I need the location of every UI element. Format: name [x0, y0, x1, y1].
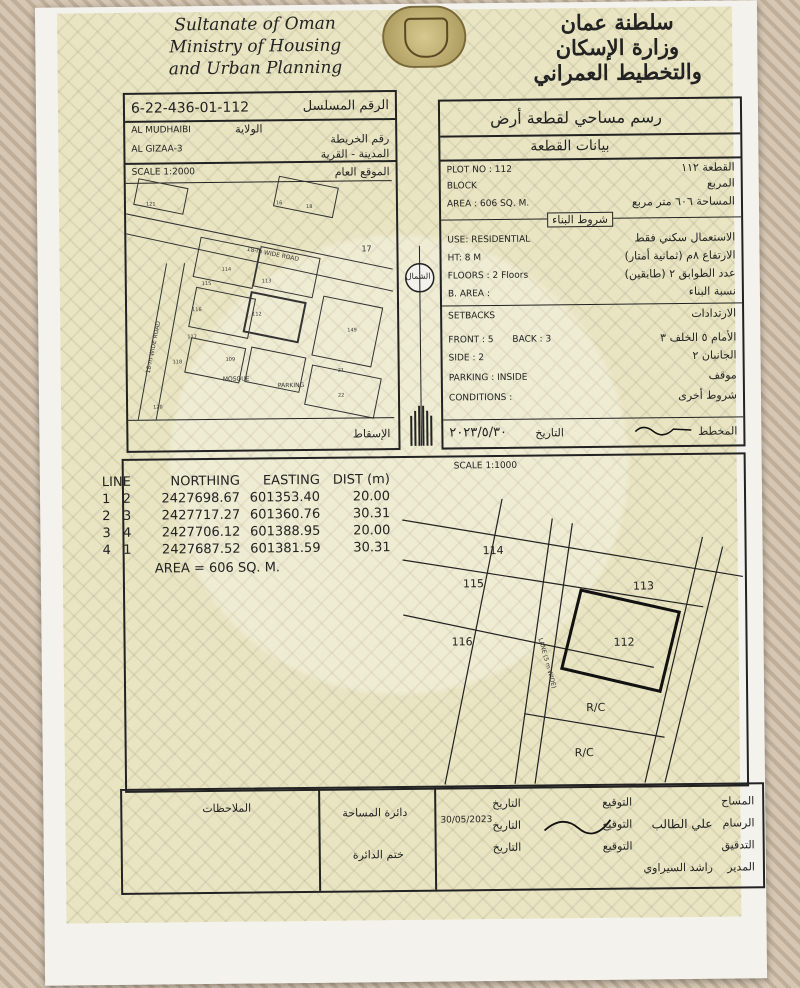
ministry-emblem-icon — [382, 5, 467, 68]
plot-ar: القطعة ١١٢ — [681, 160, 735, 175]
plot-no-label: PLOT NO : — [446, 165, 492, 176]
signed-date: 30/05/2023 — [440, 815, 493, 826]
block — [274, 176, 339, 217]
plot-no-row — [447, 165, 512, 176]
survey-department-label: دائرة المساحة — [342, 805, 408, 820]
distance: 20.00 — [352, 489, 391, 505]
serial-number: 6-22-436-01-112 — [130, 99, 250, 117]
wilayat-label: الولاية — [235, 122, 263, 136]
line-to: 4 — [123, 525, 132, 541]
northing: 2427687.52 — [161, 541, 241, 558]
divider — [443, 416, 743, 420]
divider — [434, 788, 437, 890]
plot-label: 117 — [187, 334, 197, 341]
date-label: التاريخ — [492, 818, 522, 833]
header-arabic — [512, 9, 723, 86]
floors: FLOORS : 2 Floors — [447, 270, 529, 282]
northing: 2427698.67 — [161, 490, 241, 507]
divider — [126, 160, 396, 165]
location-scale: SCALE 1:2000 — [131, 167, 196, 178]
road-label-side: 18-m WIDE ROAD — [144, 320, 163, 375]
header-ar-line3: والتخطيط العمراني — [533, 58, 702, 86]
plot-label: 118 — [172, 359, 183, 366]
line-to: 1 — [123, 542, 132, 558]
detail-scale: SCALE 1:1000 — [453, 460, 518, 472]
distance: 30.31 — [353, 540, 391, 556]
parking-ar: موقف — [708, 368, 737, 382]
floors-ar: عدد الطوابق ٢ (طابقين) — [624, 266, 736, 281]
front: FRONT : 5 — [448, 335, 494, 346]
survey-form — [57, 7, 756, 924]
header-easting: EASTING — [262, 472, 320, 489]
front-back-ar: الأمام ٥ الخلف ٣ — [660, 330, 737, 345]
plot-label: 149 — [347, 327, 357, 334]
date-label: التاريخ — [535, 426, 565, 440]
north-label: الشمال — [405, 271, 431, 281]
plot-label: 18 — [305, 203, 313, 210]
easting: 601353.40 — [249, 489, 321, 506]
setbacks: SETBACKS — [448, 311, 496, 322]
draftsman-label: الرسام — [722, 816, 755, 830]
easting: 601381.59 — [250, 540, 321, 557]
director-name: راشد السيراوي — [643, 860, 714, 875]
lane-line — [512, 518, 555, 783]
side-ar: الجانبان ٢ — [692, 348, 737, 362]
coordinates-table — [102, 472, 391, 577]
plot-label: 120 — [153, 404, 163, 411]
date-value: ٢٠٢٣/٥/٣٠ — [449, 424, 508, 441]
plot-number: 115 — [462, 577, 485, 591]
area-value: 606 SQ. M. — [479, 198, 530, 210]
area-label: AREA : — [446, 199, 478, 210]
header-en-line1: Sultanate of Oman — [174, 13, 336, 36]
city: AL GIZAA-3 — [131, 144, 183, 155]
header-en-line2: Ministry of Housing — [169, 35, 342, 58]
plot-label: 22 — [337, 392, 345, 399]
parking-label: PARKING — [277, 382, 305, 390]
plot-number: 114 — [482, 543, 504, 558]
line-from: 4 — [102, 543, 111, 559]
signature-label: التوقيع — [602, 817, 633, 831]
building-area-ar: نسبة البناء — [688, 284, 736, 298]
plot-number: 116 — [451, 635, 473, 649]
lane-line — [532, 523, 575, 783]
conditions: CONDITIONS : — [448, 392, 513, 404]
use-ar: الاستعمال سكني فقط — [634, 230, 736, 245]
line-from: 2 — [102, 509, 111, 525]
map-number-label: رقم الخريطة — [330, 132, 390, 146]
projection-label: الإسقاط — [352, 427, 391, 441]
block-ar: المربع — [706, 176, 735, 190]
line-from: 3 — [102, 526, 111, 542]
plot-label: 21 — [337, 367, 345, 374]
line-to: 2 — [122, 491, 132, 507]
coords-row — [103, 540, 391, 560]
plot-label: 113 — [261, 278, 272, 285]
general-location-label: الموقع العام — [334, 165, 390, 179]
document-paper — [35, 0, 767, 986]
director-label: المدير — [727, 860, 756, 874]
department-seal-label: ختم الدائرة — [352, 847, 404, 862]
header-ar-line2: وزارة الإسكان — [555, 34, 680, 61]
plot-number: R/C — [586, 700, 606, 715]
building-area: B. AREA : — [447, 289, 491, 300]
block-label: BLOCK — [446, 181, 477, 192]
header-ar-line1: سلطنة عمان — [560, 9, 674, 36]
back: BACK : 3 — [512, 334, 552, 345]
plot-label: 16 — [275, 200, 283, 207]
area-total: AREA = 606 SQ. M. — [154, 560, 281, 577]
plot-number-labels — [146, 199, 373, 410]
location-map — [126, 181, 394, 420]
distance: 20.00 — [353, 523, 391, 539]
mosque-label: MOSQUE — [222, 375, 250, 383]
planner-signature-icon — [633, 421, 693, 438]
plot-data-subtitle: بيانات القطعة — [530, 137, 610, 155]
plot-data-box — [438, 96, 746, 449]
city-label: المدينة - القرية — [320, 147, 390, 161]
checker-label: التدقيق — [721, 838, 755, 852]
plot-number-highlighted: 112 — [613, 635, 635, 649]
parking: PARKING : INSIDE — [448, 372, 528, 384]
area-ar: المساحة ٦٠٦ متر مربع — [631, 194, 736, 209]
line-from: 1 — [101, 492, 111, 508]
divider — [318, 789, 321, 891]
easting: 601360.76 — [249, 506, 321, 523]
draftsman-name: علي الطالب — [651, 816, 713, 832]
build-conditions-label: شروط البناء — [547, 212, 613, 228]
date-label: التاريخ — [492, 796, 521, 811]
block — [134, 179, 188, 214]
plot-label: 109 — [225, 356, 236, 363]
boundary-line — [524, 712, 664, 738]
divider — [440, 132, 740, 137]
side-road — [137, 263, 187, 419]
easting: 601388.95 — [250, 523, 321, 540]
header-en-line3: and Urban Planning — [168, 57, 343, 80]
header-dist: DIST (m) — [332, 472, 390, 488]
notes-label: الملاحظات — [202, 801, 252, 816]
serial-label: الرقم المسلسل — [302, 98, 390, 115]
northing: 2427717.27 — [161, 507, 241, 524]
location-box — [123, 90, 401, 453]
height: HT: 8 M — [447, 253, 482, 264]
plot-label: 17 — [361, 244, 372, 254]
plot-label: 115 — [201, 280, 212, 288]
northing: 2427706.12 — [161, 524, 241, 541]
distance: 30.31 — [352, 506, 391, 522]
detail-plot-map — [402, 476, 745, 785]
header-northing: NORTHING — [170, 473, 240, 490]
footer-box — [120, 782, 765, 895]
plot-no-value: 112 — [494, 164, 513, 175]
form-title: رسم مساحي لقطعة أرض — [489, 107, 663, 129]
plot-label: 121 — [145, 201, 156, 208]
plot-label: 116 — [192, 307, 202, 314]
plot-label: 112 — [252, 311, 262, 318]
header-english — [155, 12, 356, 80]
side: SIDE : 2 — [448, 353, 485, 364]
setbacks-ar: الارتدادات — [691, 306, 737, 320]
plot-number: 113 — [632, 579, 655, 593]
height-ar: الارتفاع ٨م (ثمانية أمتار) — [624, 248, 736, 263]
header-line: LINE — [101, 474, 131, 491]
signature-label: التوقيع — [602, 795, 633, 809]
surveyor-label: المساح — [721, 794, 755, 808]
boundary-line — [402, 516, 743, 580]
plot-label: 114 — [221, 266, 232, 273]
use: USE: RESIDENTIAL — [447, 234, 531, 246]
signature-label: التوقيع — [602, 839, 633, 853]
road-label-top: 18-m WIDE ROAD — [246, 245, 300, 264]
wilayat: AL MUDHAIBI — [131, 125, 191, 136]
area-row — [447, 199, 529, 210]
conditions-ar: شروط أخرى — [678, 388, 738, 403]
planner-label: المخطط — [697, 424, 738, 438]
road-line — [642, 537, 725, 783]
plot-number: R/C — [574, 745, 594, 760]
lane-label: LANE (5 m WIDE) — [536, 637, 558, 690]
line-to: 3 — [122, 508, 132, 524]
date-label: التاريخ — [492, 840, 522, 855]
